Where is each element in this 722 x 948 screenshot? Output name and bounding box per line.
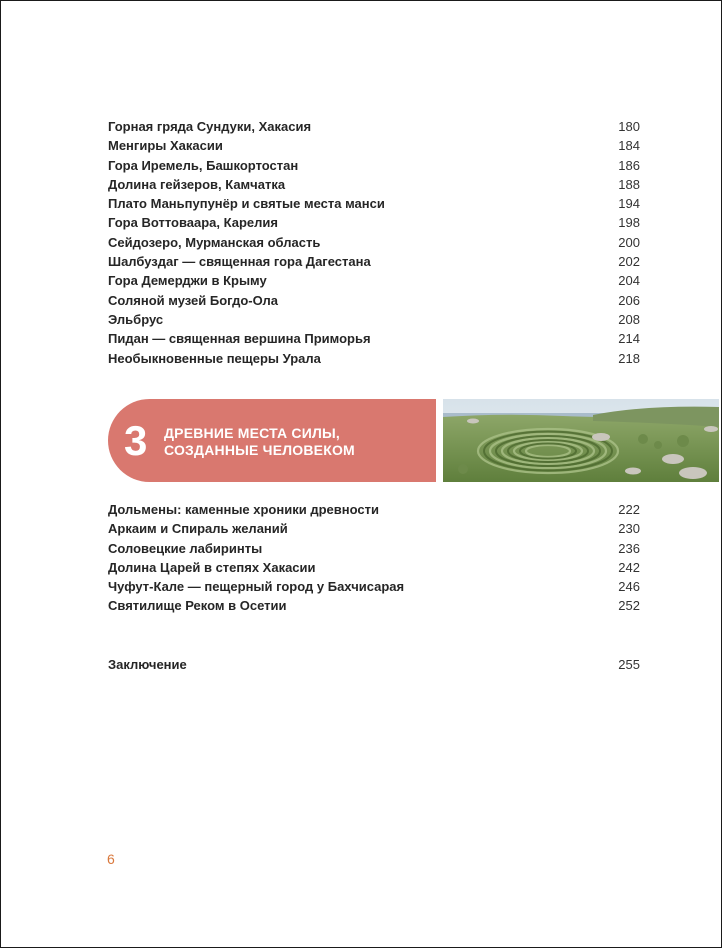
- toc-section-a: [108, 117, 640, 368]
- toc-entry-title: Аркаим и Спираль желаний: [108, 521, 288, 537]
- toc-entry-page: 184: [618, 138, 640, 154]
- toc-conclusion: [108, 655, 640, 674]
- toc-entry-title: Чуфут-Кале — пещерный город у Бахчисарая: [108, 579, 405, 595]
- toc-entry-page: 208: [618, 311, 640, 327]
- toc-row[interactable]: [108, 349, 640, 368]
- toc-row[interactable]: [108, 213, 640, 232]
- toc-entry-title: Соловецкие лабиринты: [108, 540, 263, 556]
- chapter-title-line1: ДРЕВНИЕ МЕСТА СИЛЫ,: [164, 425, 340, 441]
- toc-entry-title: Долина гейзеров, Камчатка: [108, 176, 286, 192]
- toc-entry-title: Плато Маньпупунёр и святые места манси: [108, 196, 385, 212]
- toc-entry-page: 186: [618, 157, 640, 173]
- toc-entry-page: 222: [618, 502, 640, 517]
- chapter-banner: [108, 399, 436, 482]
- toc-entry-title: Долина Царей в степях Хакасии: [108, 559, 316, 575]
- toc-row[interactable]: [108, 156, 640, 175]
- toc-entry-title: Горная гряда Сундуки, Хакасия: [108, 119, 312, 134]
- toc-entry-title: Необыкновенные пещеры Урала: [108, 350, 321, 366]
- toc-entry-title: Дольмены: каменные хроники древности: [108, 502, 379, 517]
- toc-entry-title: Гора Иремель, Башкортостан: [108, 157, 299, 173]
- toc-entry-page: 218: [618, 350, 640, 366]
- toc-row[interactable]: [108, 539, 640, 558]
- toc-row[interactable]: [108, 271, 640, 290]
- toc-entry-page: 204: [618, 273, 640, 289]
- toc-row[interactable]: [108, 500, 640, 519]
- chapter-title-line2: СОЗДАННЫЕ ЧЕЛОВЕКОМ: [164, 442, 355, 458]
- toc-section-b: [108, 500, 640, 616]
- toc-row[interactable]: [108, 310, 640, 329]
- toc-row[interactable]: [108, 233, 640, 252]
- toc-entry-title: Гора Воттоваара, Карелия: [108, 215, 278, 231]
- toc-row[interactable]: [108, 136, 640, 155]
- toc-entry-page: 200: [618, 234, 640, 250]
- toc-row[interactable]: [108, 329, 640, 348]
- toc-entry-page: 252: [618, 598, 640, 614]
- toc-row[interactable]: [108, 558, 640, 577]
- toc-entry-title: Заключение: [108, 657, 187, 672]
- toc-entry-page: 194: [618, 196, 640, 212]
- toc-entry-page: 202: [618, 254, 640, 270]
- page-number: 6: [107, 851, 115, 867]
- toc-entry-title: Святилище Реком в Осетии: [108, 598, 287, 614]
- toc-entry-page: 242: [618, 559, 640, 575]
- toc-entry-page: 230: [618, 521, 640, 537]
- toc-row[interactable]: [108, 519, 640, 538]
- toc-row[interactable]: [108, 577, 640, 596]
- toc-row[interactable]: [108, 117, 640, 136]
- toc-entry-page: 246: [618, 579, 640, 595]
- chapter-title: [164, 425, 424, 459]
- toc-entry-title: Пидан — священная вершина Приморья: [108, 331, 371, 347]
- toc-row[interactable]: [108, 194, 640, 213]
- toc-row[interactable]: [108, 291, 640, 310]
- chapter-number: 3: [124, 417, 148, 464]
- toc-entry-title: Соляной музей Богдо-Ола: [108, 292, 279, 308]
- toc-entry-page: 206: [618, 292, 640, 308]
- toc-row[interactable]: [108, 596, 640, 615]
- toc-entry-page: 214: [618, 331, 640, 347]
- toc-entry-title: Шалбуздаг — священная гора Дагестана: [108, 254, 371, 270]
- toc-entry-title: Сейдозеро, Мурманская область: [108, 234, 321, 250]
- toc-entry-page: 255: [618, 657, 640, 672]
- toc-entry-title: Эльбрус: [108, 311, 164, 327]
- toc-row[interactable]: [108, 252, 640, 271]
- toc-row-conclusion[interactable]: [108, 655, 640, 674]
- toc-entry-page: 180: [618, 119, 640, 134]
- toc-entry-title: Менгиры Хакасии: [108, 138, 223, 154]
- toc-entry-page: 198: [618, 215, 640, 231]
- toc-entry-page: 236: [618, 540, 640, 556]
- toc-row[interactable]: [108, 175, 640, 194]
- chapter-photo-labyrinth: [443, 399, 719, 482]
- toc-entry-page: 188: [618, 176, 640, 192]
- toc-entry-title: Гора Демерджи в Крыму: [108, 273, 267, 289]
